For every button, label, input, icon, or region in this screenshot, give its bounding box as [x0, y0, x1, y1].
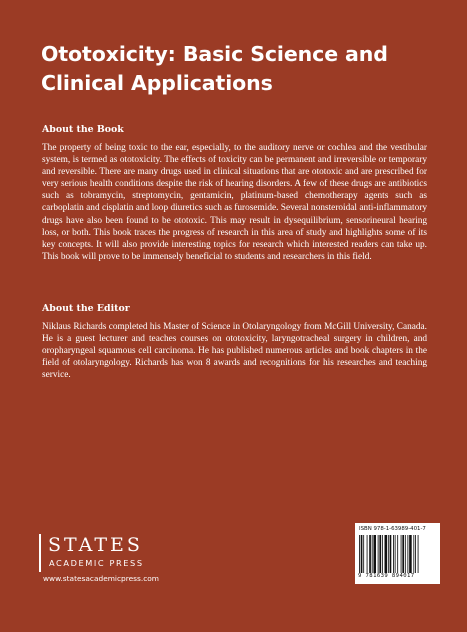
about-editor-text: Niklaus Richards completed his Master of Science in Otolaryngology from McGill University, Canada. He is a guest lecturer and teaches courses on ototoxicity, laryngotracheal surgery in children, and oropharyngeal squamous cell carcinoma. He has published numerous articles and book chapters in the field of otolaryngology. Richards has won 8 awards and recognitions for his researches and teaching service.: [42, 322, 427, 381]
barcode-bar: [393, 535, 394, 573]
barcode-bar: [418, 535, 419, 573]
barcode-bar: [378, 535, 379, 573]
barcode-bar: [363, 535, 364, 573]
barcode-bar: [367, 535, 368, 573]
barcode-bar: [407, 535, 408, 573]
isbn-label: ISBN 978-1-63989-401-7: [359, 526, 426, 532]
barcode-bar: [388, 535, 389, 573]
barcode-bar: [413, 535, 414, 573]
barcode-bar: [373, 535, 376, 573]
book-title: Ototoxicity: Basic Science and Clinical Applications: [41, 42, 388, 95]
barcode-bar: [397, 535, 398, 573]
barcode-bar: [395, 535, 396, 573]
barcode-bar: [369, 535, 371, 573]
barcode-bar: [385, 535, 388, 573]
barcode-bar: [390, 535, 392, 573]
barcode-icon: [359, 535, 436, 573]
barcode-bar: [361, 535, 363, 573]
publisher-website[interactable]: www.statesacademicpress.com: [43, 574, 160, 583]
publisher-subtitle: ACADEMIC PRESS: [49, 558, 144, 568]
barcode-bar: [402, 535, 404, 573]
about-editor-heading: About the Editor: [42, 303, 130, 314]
barcode-bar: [382, 535, 383, 573]
barcode-bar: [415, 535, 416, 573]
isbn-barcode: [355, 523, 440, 584]
about-book-heading: About the Book: [42, 124, 124, 135]
barcode-bar: [379, 535, 381, 573]
barcode-bar: [372, 535, 373, 573]
barcode-bar: [405, 535, 406, 573]
barcode-digits: 9 781639 894017: [358, 573, 415, 579]
barcode-bar: [409, 535, 412, 573]
barcode-bar: [359, 535, 360, 573]
about-book-text: The property of being toxic to the ear, especially, to the auditory nerve or cochlea and the vestibular system, is termed as ototoxicity. The effects of toxicity can be permanent and irreversible or temporary and reversible. There are many drugs used in clinical situations that are ototoxic and are prescribed for very serious health conditions despite the risk of hearing disorders. A few of these drugs are antibiotics such as tobramycin, streptomycin, gentamicin, platinum-based chemotherapy agents such as carboplatin and cisplatin and loop diuretics such as furosemide. Several nonsteroidal anti-inflammatory drugs have also been found to be ototoxic. This may result in dysequilibrium, sensorineural hearing loss, or both. This book traces the progress of research in this area of study and highlights some of its key concepts. It will also provide interesting topics for research which interested readers can take up. This book will prove to be immensely beneficial to students and researchers in this field.: [42, 143, 427, 262]
logo-bar: [39, 534, 41, 572]
publisher-name: STATES: [48, 534, 143, 556]
barcode-bar: [401, 535, 402, 573]
